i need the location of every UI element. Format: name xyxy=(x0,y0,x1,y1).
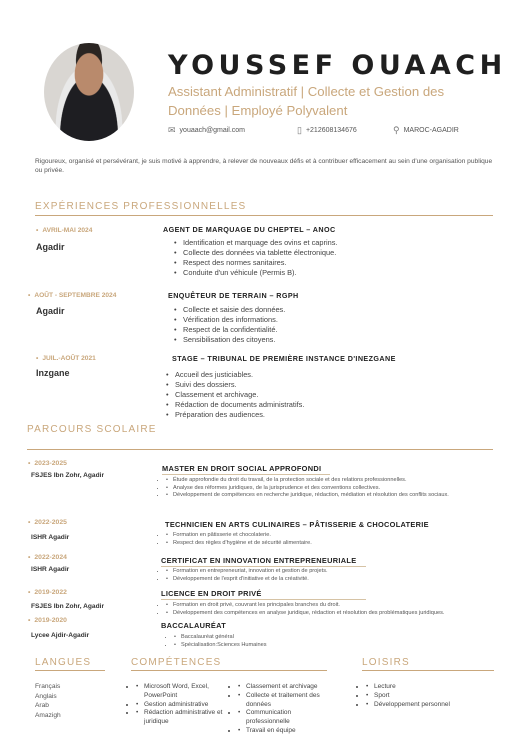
list-item: Anglais xyxy=(35,692,57,700)
list-item: Français xyxy=(35,683,61,690)
education-title: LICENCE EN DROIT PRIVÉ xyxy=(161,589,262,598)
contact-location xyxy=(393,126,459,135)
list-item: • • Baccalauréat général xyxy=(174,634,374,642)
experience-title: STAGE – TRIBUNAL DE PREMIÈRE INSTANCE D'INEZGANE xyxy=(172,354,396,363)
list-item: • Classement et archivage. xyxy=(166,390,304,400)
list-item: • • Développement personnel xyxy=(366,701,450,710)
list-item: • • Microsoft Word, Excel, PowerPoint xyxy=(136,683,232,701)
skills-divider xyxy=(131,670,327,671)
list-item: Amazigh xyxy=(35,711,61,719)
experience-bullets xyxy=(174,238,337,278)
hobbies-heading: LOISIRS xyxy=(362,657,410,668)
languages-divider xyxy=(35,670,105,671)
education-place: Lycee Ajdir-Agadir xyxy=(31,632,90,639)
list-item: • • Sport xyxy=(366,692,450,701)
education-place: ISHR Agadir xyxy=(31,566,70,573)
title-underline xyxy=(162,474,330,475)
education-place: ISHR Agadir xyxy=(31,534,70,541)
experience-bullets xyxy=(174,305,285,345)
list-item: • • Formation en entrepreneuriat, innovation et gestion de projets. xyxy=(166,568,486,576)
list-item: • • Communication professionnelle xyxy=(238,709,330,727)
education-title: MASTER EN DROIT SOCIAL APPROFONDI xyxy=(162,464,322,473)
experience-date: • AVRIL-MAI 2024 xyxy=(36,227,93,234)
list-item: • • Rédaction administrative et juridique xyxy=(136,709,232,727)
title-underline xyxy=(161,566,366,567)
contact-phone[interactable] xyxy=(297,126,357,135)
list-item: • • Étude approfondie du droit du travail, de la protection sociale et des relations professionnelles. xyxy=(166,477,486,485)
email-text: youaach@gmail.com xyxy=(179,127,246,134)
list-item: • Sensibilisation des citoyens. xyxy=(174,335,285,345)
education-title: CERTIFICAT EN INNOVATION ENTREPRENEURIALE xyxy=(161,556,357,565)
list-item: • Collecte des données via tablette électronique. xyxy=(174,248,337,258)
skills-heading: COMPÉTENCES xyxy=(131,657,222,668)
experience-place: Inzgane xyxy=(36,368,70,378)
list-item: • Vérification des informations. xyxy=(174,315,285,325)
education-date: • 2022-2025 xyxy=(28,519,67,526)
experience-heading: EXPÉRIENCES PROFESSIONNELLES xyxy=(35,201,247,212)
profile-summary: Rigoureux, organisé et persévérant, je suis motivé à apprendre, à relever de nouveaux défis et à contribuer efficacement au sein d'une organisation publique ou privée. xyxy=(35,158,493,174)
experience-date: • JUIL.-AOÛT 2021 xyxy=(36,355,96,362)
education-date: • 2019-2020 xyxy=(28,617,67,624)
education-date: • 2019-2022 xyxy=(28,589,67,596)
experience-date: • AOÛT - SEPTEMBRE 2024 xyxy=(28,292,117,299)
list-item: • Identification et marquage des ovins et caprins. xyxy=(174,238,337,248)
skills-list-right xyxy=(238,683,330,736)
list-item: • Préparation des audiences. xyxy=(166,410,304,420)
list-item: • • Développement de compétences en recherche juridique, rédaction, médiation et résolution des conflits sociaux. xyxy=(166,492,486,500)
education-date: • 2022-2024 xyxy=(28,554,67,561)
education-heading: PARCOURS SCOLAIRE xyxy=(27,424,157,435)
education-date: • 2023-2025 xyxy=(28,460,67,467)
hobbies-divider xyxy=(362,670,494,671)
contact-email[interactable] xyxy=(168,126,245,135)
location-pin-icon: ⚲ xyxy=(393,125,400,135)
education-title: BACCALAURÉAT xyxy=(161,621,227,630)
experience-bullets xyxy=(166,370,304,420)
location-text: MAROC-AGADIR xyxy=(403,127,459,134)
skills-list-left xyxy=(136,683,232,727)
list-item: • • Développement de l'esprit d'initiative et de la créativité. xyxy=(166,576,486,584)
list-item: • • Lecture xyxy=(366,683,450,692)
education-bullets xyxy=(166,532,486,547)
list-item: • Rédaction de documents administratifs. xyxy=(166,400,304,410)
experience-divider xyxy=(35,215,493,216)
list-item: • • Travail en équipe xyxy=(238,727,330,736)
list-item: • • Spécialisation:Sciences Humaines xyxy=(174,642,374,650)
list-item: • • Gestion administrative xyxy=(136,701,232,710)
education-title: TECHNICIEN EN ARTS CULINAIRES – PÂTISSERIE & CHOCOLATERIE xyxy=(165,520,429,529)
mail-icon: ✉ xyxy=(168,125,176,135)
phone-text: +212608134676 xyxy=(305,127,357,134)
list-item: • • Développement des compétences en analyse juridique, rédaction et résolution des problématiques juridiques. xyxy=(166,610,506,618)
list-item: • Respect des normes sanitaires. xyxy=(174,258,337,268)
experience-title: AGENT DE MARQUAGE DU CHEPTEL – ANOC xyxy=(163,225,336,234)
education-place: FSJES Ibn Zohr, Agadir xyxy=(31,603,105,610)
education-bullets xyxy=(166,477,486,500)
education-bullets xyxy=(174,634,374,649)
list-item: • Conduite d'un véhicule (Permis B). xyxy=(174,268,337,278)
education-place: FSJES Ibn Zohr, Agadir xyxy=(31,472,105,479)
experience-place: Agadir xyxy=(36,306,65,316)
languages-heading: LANGUES xyxy=(35,657,92,668)
list-item: • • Classement et archivage xyxy=(238,683,330,692)
languages-list xyxy=(35,682,61,720)
list-item: • • Formation en droit privé, couvrant les principales branches du droit. xyxy=(166,602,506,610)
list-item: • Accueil des justiciables. xyxy=(166,370,304,380)
list-item: • Respect de la confidentialité. xyxy=(174,325,285,335)
list-item: • Collecte et saisie des données. xyxy=(174,305,285,315)
list-item: • • Collecte et traitement des données xyxy=(238,692,330,710)
candidate-title: Assistant Administratif | Collecte et Gestion des Données | Employé Polyvalent xyxy=(168,84,445,118)
title-underline xyxy=(161,599,366,600)
phone-icon: ▯ xyxy=(297,125,302,135)
education-bullets xyxy=(166,602,506,617)
list-item: Arab xyxy=(35,702,49,710)
experience-place: Agadir xyxy=(36,242,65,252)
profile-photo xyxy=(44,43,134,141)
experience-title: ENQUÊTEUR DE TERRAIN – RGPH xyxy=(168,291,299,300)
list-item: • Suivi des dossiers. xyxy=(166,380,304,390)
education-bullets xyxy=(166,568,486,583)
list-item: • • Formation en pâtisserie et chocolaterie. xyxy=(166,532,486,540)
education-divider xyxy=(27,449,493,450)
candidate-name: YOUSSEF OUAACH xyxy=(168,50,507,81)
list-item: • • Respect des règles d'hygiène et de sécurité alimentaire. xyxy=(166,540,486,548)
list-item: • • Analyse des réformes juridiques, de la jurisprudence et des conventions collectives. xyxy=(166,485,486,493)
hobbies-list xyxy=(366,683,450,709)
